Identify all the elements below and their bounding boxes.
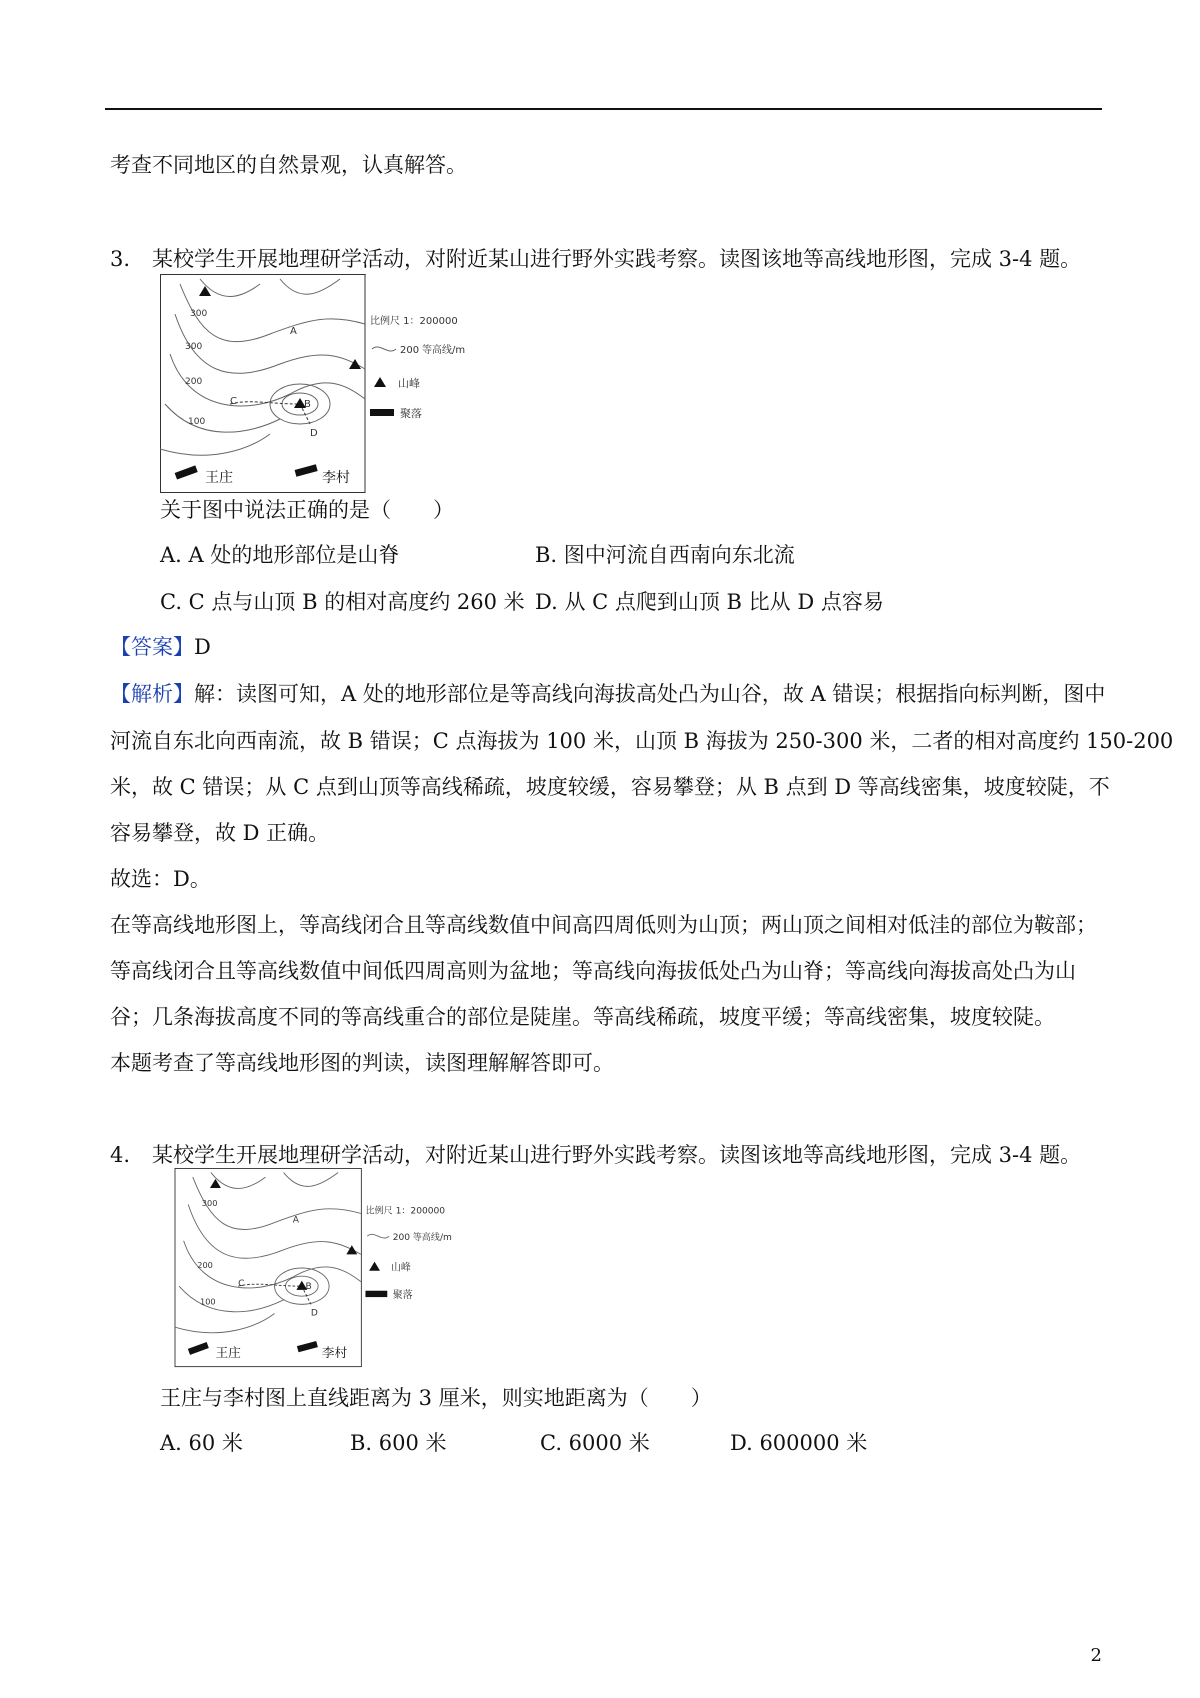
svg-text:D: D: [310, 1308, 318, 1319]
answer-tag: 【答案】: [110, 635, 194, 659]
q3-prompt: 关于图中说法正确的是（ ）: [160, 498, 454, 522]
q3-analysis-line-3: 米，故 C 错误；从 C 点到山顶等高线稀疏，坡度较缓，容易攀登；从 B 点到 D 等高线密集，坡度较陡，不: [110, 775, 1110, 799]
svg-text:200: 200: [400, 345, 420, 356]
answer-value: D: [194, 635, 211, 659]
q4-option-a[interactable]: A. 60 米: [160, 1431, 243, 1455]
svg-text:100: 100: [200, 1296, 216, 1307]
q3-analysis-line-2: 河流自东北向西南流，故 B 错误；C 点海拔为 100 米，山顶 B 海拔为 250-300 米，二者的相对高度约 150-200: [110, 729, 1174, 753]
svg-text:200: 200: [392, 1232, 411, 1243]
q3-option-b[interactable]: B. 图中河流自西南向东北流: [535, 543, 795, 567]
svg-text:聚落: 聚落: [392, 1290, 413, 1301]
svg-text:李村: 李村: [322, 470, 350, 486]
q3-analysis-line-6: 在等高线地形图上，等高线闭合且等高线数值中间高四周低则为山顶；两山顶之间相对低洼的部位为鞍部；: [110, 913, 1097, 937]
intro-line: 考查不同地区的自然景观，认真解答。: [110, 153, 467, 177]
svg-text:B: B: [305, 1281, 312, 1292]
q3-analysis-line-4: 容易攀登，故 D 正确。: [110, 821, 330, 845]
q3-analysis-line-5: 故选：D。: [110, 867, 211, 891]
svg-text:300: 300: [201, 1198, 218, 1209]
svg-text:A: A: [292, 1215, 299, 1226]
svg-text:C: C: [238, 1279, 245, 1290]
q3-option-d[interactable]: D. 从 C 点爬到山顶 B 比从 D 点容易: [535, 590, 884, 614]
q4-number: 4.: [110, 1143, 131, 1167]
svg-text:100: 100: [188, 417, 206, 427]
q3-number: 3.: [110, 247, 131, 271]
svg-text:200: 200: [197, 1260, 213, 1270]
q3-analysis-line-9: 本题考查了等高线地形图的判读，读图理解解答即可。: [110, 1051, 614, 1075]
q3-stem: [110, 244, 1081, 274]
q3-stem-text: 某校学生开展地理研学活动，对附近某山进行野外实践考察。读图该地等高线地形图，完成 3-4 题。: [152, 247, 1082, 271]
svg-text:A: A: [290, 326, 297, 337]
svg-text:聚落: 聚落: [400, 407, 422, 420]
svg-text:等高线/m: 等高线/m: [412, 1232, 452, 1243]
q3-analysis-line-8: 谷；几条海拔高度不同的等高线重合的部位是陡崖。等高线稀疏，坡度平缓；等高线密集，坡度较陡。: [110, 1005, 1055, 1029]
svg-text:300: 300: [185, 342, 203, 352]
q4-stem: [110, 1140, 1081, 1170]
svg-text:300: 300: [190, 309, 208, 319]
svg-text:山峰: 山峰: [398, 377, 420, 390]
q4-option-c[interactable]: C. 6000 米: [540, 1431, 650, 1455]
q3-analysis-line-7: 等高线闭合且等高线数值中间低四周高则为盆地；等高线向海拔低处凸为山脊；等高线向海拔高处凸为山: [110, 959, 1076, 983]
q4-option-b[interactable]: B. 600 米: [350, 1431, 447, 1455]
q3-contour-map: [160, 274, 480, 498]
svg-text:等高线/m: 等高线/m: [422, 345, 466, 356]
q3-option-c[interactable]: C. C 点与山顶 B 的相对高度约 260 米: [160, 590, 525, 614]
svg-text:王庄: 王庄: [215, 1345, 241, 1361]
svg-text:山峰: 山峰: [390, 1262, 411, 1274]
q4-prompt: 王庄与李村图上直线距离为 3 厘米，则实地距离为（ ）: [160, 1386, 712, 1410]
q3-option-a[interactable]: A. A 处的地形部位是山脊: [160, 543, 400, 567]
analysis-tag: 【解析】: [110, 682, 194, 706]
header-rule: [105, 108, 1102, 110]
page-number: 2: [1090, 1645, 1102, 1666]
q4-option-d[interactable]: D. 600000 米: [730, 1431, 868, 1455]
q4-stem-text: 某校学生开展地理研学活动，对附近某山进行野外实践考察。读图该地等高线地形图，完成 3-4 题。: [152, 1143, 1082, 1167]
svg-text:D: D: [310, 428, 318, 439]
svg-text:王庄: 王庄: [205, 470, 233, 486]
svg-text:B: B: [304, 399, 311, 410]
svg-text:200: 200: [185, 377, 203, 387]
svg-text:比例尺 1：200000: 比例尺 1：200000: [370, 316, 458, 327]
q3-answer: [110, 632, 211, 662]
svg-text:李村: 李村: [321, 1345, 348, 1361]
svg-text:比例尺 1：200000: 比例尺 1：200000: [365, 1206, 446, 1217]
q4-contour-map: [160, 1168, 480, 1372]
q3-analysis-line-1: 【解析】解：读图可知，A 处的地形部位是等高线向海拔高处凸为山谷，故 A 错误；根据指向标判断，图中: [110, 682, 1106, 706]
svg-text:C: C: [230, 396, 237, 407]
